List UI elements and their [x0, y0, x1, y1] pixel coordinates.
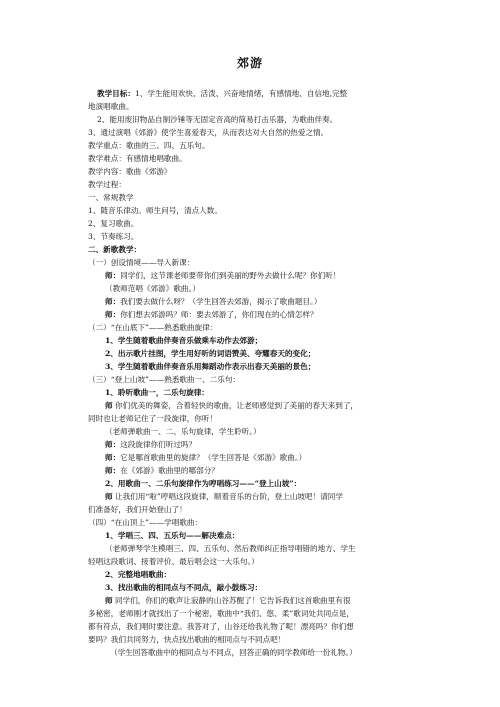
- text-line: （老师弹琴学生模唱三、四、五乐句、然后教师纠正指导唱错的地方、学生: [105, 544, 356, 553]
- text-line: 们准备好，我们开始登山了！: [88, 505, 187, 514]
- line-text: 它是哪首歌曲里的旋律？（学生回答是《郊游》歌曲。）: [120, 453, 307, 462]
- text-line: [105, 310, 445, 320]
- text-line: 2、出示歌片挂图，学生用好听的词语赞美、夸耀春天的变化；: [105, 349, 316, 358]
- text-line: 都有符点，我们唱时要注意。我答对了，山谷还给我礼物了呢！漂亮吗？你们想: [88, 622, 354, 631]
- text-line: 一、常规教学: [88, 193, 134, 202]
- text-line: 1、学生随着歌曲伴奏音乐做乘车动作去郊游；: [105, 336, 263, 345]
- text-line: 2、用歌曲一、二乐句旋律作为哼唱练习——“登上山坡”：: [105, 479, 302, 488]
- text-line: [105, 453, 445, 463]
- text-line: [97, 89, 437, 99]
- text-line: 同时也让老师记住了一段旋律，你听！: [88, 414, 218, 423]
- text-line: 2、复习歌曲。: [88, 219, 139, 228]
- text-line: 2、完整地唱歌曲：: [105, 570, 172, 579]
- text-line: 2、能用废旧物品自制沙锤等无固定音高的简易打击乐器，为歌曲伴奏。: [97, 115, 338, 124]
- text-line: （教师范唱《郊游》歌曲。）: [105, 284, 200, 293]
- speaker-label: 师: [105, 596, 113, 605]
- text-line: 轻唱这段歌词、接着评价、最后唱会这一大乐句。）: [88, 557, 259, 566]
- text-line: 3、通过演唱《郊游》使学生喜爱春天，从而表达对大自然的热爱之情。: [88, 128, 329, 137]
- speaker-label: 师: [105, 492, 113, 501]
- line-text: 你们优美的舞姿，合着轻快的歌曲，让老师感觉到了美丽的春天来到了，: [112, 401, 359, 410]
- text-line: （三）“登上山坡”——熟悉歌曲一、二乐句：: [88, 375, 241, 384]
- text-line: [105, 440, 445, 450]
- line-text: 让我们用“啦”哼唱这段旋律，顺着音乐的台阶，登上山坡吧！请同学: [112, 492, 343, 501]
- speaker-label: 师：: [105, 310, 121, 319]
- text-line: [105, 297, 445, 307]
- speaker-label: 教学目标：: [97, 89, 135, 98]
- text-line: （一）创设情境——导入新课：: [88, 258, 195, 267]
- line-text: 这段旋律你们听过吗？: [120, 440, 197, 449]
- text-line: 教学内容：歌曲《郊游》: [88, 167, 172, 176]
- speaker-label: 师：: [105, 440, 121, 449]
- text-line: 要吗？我们共同努力，快点找出歌曲的相同点与不同点吧！: [88, 635, 286, 644]
- text-line: 教学难点：有感情地唱歌曲。: [88, 154, 187, 163]
- text-line: （学生回答歌曲中的相同点与不同点，回答正确的同学教师给一份礼物。）: [110, 648, 357, 657]
- text-line: [105, 271, 445, 281]
- line-text: 我们要去做什么呀？（学生回答去郊游，揭示了歌曲题目。）: [120, 297, 322, 306]
- text-line: 3、学生随着歌曲伴奏音乐用舞蹈动作表示出春天美丽的景色；: [105, 362, 316, 371]
- text-line: 1、学唱三、四、五乐句——解决难点：: [105, 531, 240, 540]
- text-line: 教学过程：: [88, 180, 126, 189]
- speaker-label: 师：: [105, 453, 121, 462]
- speaker-label: 师：: [105, 271, 121, 280]
- text-line: 二、新歌教学：: [88, 245, 142, 254]
- line-text: 同学们，这节课老师要带你们到美丽的野外去做什么呢？你们听！: [120, 271, 341, 280]
- text-line: 地演唱歌曲。: [88, 102, 134, 111]
- speaker-label: 师: [105, 401, 113, 410]
- text-line: 教学重点：歌曲的三、四、五乐句。: [88, 141, 210, 150]
- text-line: 多秘密，老师刚才就找出了一个秘密，歌曲中“我们、悠、柔”歌词处共同点是，: [88, 609, 354, 618]
- text-line: （二）“在山底下”——熟悉歌曲旋律：: [88, 323, 218, 332]
- text-line: 1、随音乐律动。师生问号，清点人数。: [88, 206, 222, 215]
- line-text: 1、学生能用欢快、活泼、兴奋地情绪，有感情地、自信地,完整: [134, 89, 348, 98]
- line-text: 同学们，你们的歌声让寂静的山谷苏醒了！它告诉我们这首歌曲里有很: [112, 596, 351, 605]
- text-line: [105, 596, 445, 606]
- text-line: [105, 401, 445, 411]
- line-text: 你们想去郊游吗？师：要去郊游了，你们现在的心情怎样？: [120, 310, 318, 319]
- text-line: 3、节奏练习。: [88, 232, 139, 241]
- page-title: 郊游: [236, 56, 263, 70]
- speaker-label: 师：: [105, 297, 121, 306]
- line-text: 在《郊游》歌曲里的哪部分？: [120, 466, 219, 475]
- text-line: 1、聆听歌曲一，二乐句旋律：: [105, 388, 210, 397]
- text-line: 3、找出歌曲的相同点与不同点，敲小鼓练习：: [105, 583, 263, 592]
- text-line: （四）“在山顶上”——学唱歌曲：: [88, 518, 203, 527]
- text-line: [105, 492, 445, 502]
- text-line: [105, 466, 445, 476]
- speaker-label: 师：: [105, 466, 121, 475]
- text-line: （老师弹歌曲一、二、乐句旋律，学生聆听。）: [105, 427, 261, 436]
